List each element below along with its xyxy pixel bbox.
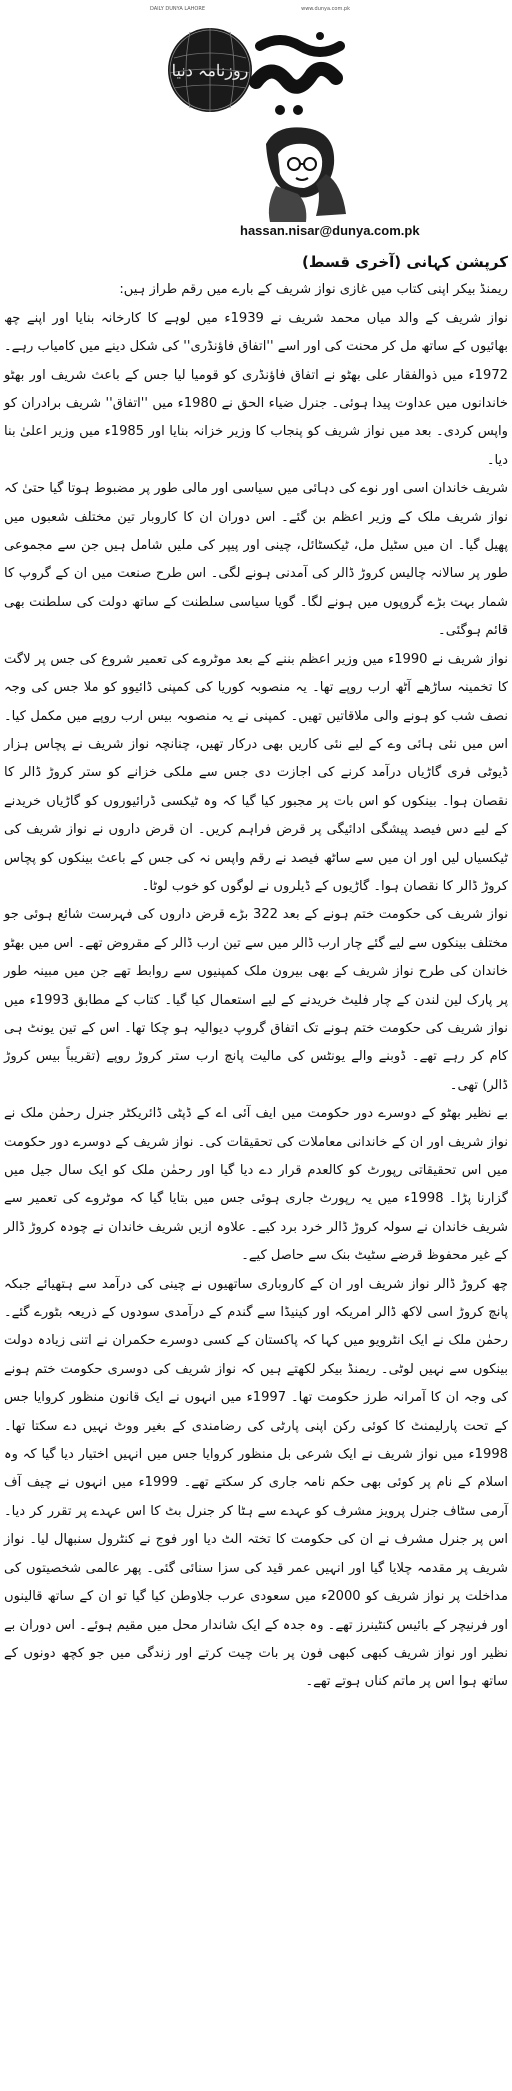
article-title: کرپشن کہانی (آخری قسط): [302, 253, 508, 271]
article-paragraph: ریمنڈ بیکر اپنی کتاب میں غازی نواز شریف کے بارے میں رقم طراز ہیں:: [119, 282, 508, 298]
article-body: [4, 248, 508, 1697]
article-paragraph: بے نظیر بھٹو کے دوسرے دور حکومت میں ایف آئی اے کے ڈپٹی ڈائریکٹر جنرل رحمٰن ملک نے نواز شریف اور ان کے خاندانی معاملات کی تحقیقات کی۔ نواز شریف کے دوسرے دور حکومت میں اس تحقیقاتی رپورٹ کو کالعدم قرار دے دیا گیا اور رحمٰن ملک کو ایک سال جیل میں گزارنا پڑا۔ 1998ء میں یہ رپورٹ جاری ہوئی جس میں بتایا گیا کہ موٹروے کی تعمیر سے شریف خاندان نے سولہ کروڑ ڈالر خرد برد کیے۔ علاوہ ازیں شریف خاندان نے چودہ کروڑ ڈالر کے غیر محفوظ قرضے سٹیٹ بنک سے حاصل کیے۔: [4, 1106, 508, 1264]
svg-text:روزنامہ دنیا: روزنامہ دنیا: [171, 61, 249, 80]
article-paragraph: نواز شریف نے 1990ء میں وزیر اعظم بننے کے بعد موٹروے کی تعمیر شروع کی جس پر لاگت کا تخمینہ ساڑھے آٹھ ارب روپے تھا۔ یہ منصوبہ کوریا کی کمپنی ڈائیوو کو ملا جس کی وجہ نصف شب کو ہونے والی ملاقاتیں تھیں۔ کمپنی نے یہ منصوبہ بیس ارب روپے میں مکمل کیا۔ اس میں نئی ہائی وے کے لیے نئی کاریں بھی درکار تھیں، چنانچہ نواز شریف نے پچاس ہزار ڈیوٹی فری گاڑیاں درآمد کرنے کی اجازت دی جس سے ملکی خزانے کو ستر کروڑ ڈالر کا نقصان ہوا۔ بینکوں کو اس بات پر مجبور کیا گیا کہ وہ ٹیکسی ڈرائیوروں کو گاڑیاں خریدنے کے لیے دس فیصد پیشگی ادائیگی پر قرض فراہم کریں۔ ان قرض داروں نے نواز شریف کی ٹیکسیاں لیں اور ان میں سے ساٹھ فیصد نے رقم واپس نہ کی جس کے باعث بینکوں کو پچاس کروڑ ڈالر کا نقصان ہوا۔ گاڑیوں کے ڈیلروں نے لوگوں کو خوب لوٹا۔: [4, 651, 508, 894]
masthead-top-url: www.dunya.com.pk: [301, 6, 350, 12]
masthead-top-small: DAILY DUNYA LAHORE: [150, 6, 205, 12]
author-email[interactable]: hassan.nisar@dunya.com.pk: [240, 223, 420, 238]
article-paragraph: نواز شریف کے والد میاں محمد شریف نے 1939ء میں لوہے کا کارخانہ بنایا اور اپنے چھ بھائیوں کے ساتھ مل کر محنت کی اور اسے ''اتفاق فاؤنڈری'' کی شکل دینے میں کامیاب رہے۔ 1972ء میں ذوالفقار علی بھٹو نے اتفاق فاؤنڈری کو قومیا لیا جس کے باعث شریف اور بھٹو خاندانوں میں عداوت پیدا ہوئی۔ جنرل ضیاء الحق نے 1980ء میں ''اتفاق'' شریف برادران کو واپس کردی۔ بعد میں نواز شریف کو پنجاب کا وزیر خزانہ بنایا اور 1985ء میں وزیر اعلیٰ بنا دیا۔: [4, 310, 508, 468]
article-paragraph: شریف خاندان اسی اور نوے کی دہائی میں سیاسی اور مالی طور پر مضبوط ہوتا گیا حتیٰ کہ نواز شریف ملک کے وزیر اعظم بن گئے۔ اس دوران ان کا کاروبار تین مختلف شعبوں میں پھیل گیا۔ ان میں سٹیل مل، ٹیکسٹائل، چینی اور پیپر کی ملیں شامل ہیں جن سے مجموعی طور پر سالانہ چالیس کروڑ ڈالر کی آمدنی ہونے لگی۔ اس طرح صنعت میں ان کے گروپ کا شمار بہت بڑے گروپوں میں ہونے لگا۔ گویا سیاسی سلطنت کے ساتھ دولت کی سلطنت بھی قائم ہوگئی۔: [4, 481, 508, 639]
article-paragraph: چھ کروڑ ڈالر نواز شریف اور ان کے کاروباری ساتھیوں نے چینی کی درآمد سے ہتھیائے جبکہ پانچ کروڑ اسی لاکھ ڈالر امریکہ اور کینیڈا سے گندم کے درآمدی سودوں کے ذریعہ بٹورے گئے۔ رحمٰن ملک نے ایک انٹرویو میں کہا کہ پاکستان کے کسی دوسرے حکمران نے اتنی زیادہ دولت بینکوں سے نہیں لوٹی۔ ریمنڈ بیکر لکھتے ہیں کہ نواز شریف کی دوسری حکومت ختم ہونے کی وجہ ان کا آمرانہ طرز حکومت تھا۔ 1997ء میں انہوں نے ایک قانون منظور کروایا جس کے تحت پارلیمنٹ کا کوئی رکن اپنی پارٹی کی رضامندی کے بغیر ووٹ نہیں دے سکتا تھا۔ 1998ء میں نواز شریف نے ایک شرعی بل منظور کروایا جس میں انہیں اختیار دیا گیا کہ وہ اسلام کے نام پر کوئی بھی حکم نامہ جاری کر سکتے تھے۔ 1999ء میں انہوں نے چیف آف آرمی سٹاف جنرل پرویز مشرف کو عہدے سے ہٹا کر جنرل بٹ کا اس عہدے پر تقرر کر دیا۔ اس پر جنرل مشرف نے ان کی حکومت کا تختہ الٹ دیا اور فوج نے کنٹرول سنبھال لیا۔ نواز شریف پر مقدمہ چلایا گیا اور انہیں عمر قید کی سزا سنائی گئی۔ پھر عالمی شخصیتوں کی مداخلت پر نواز شریف کو 2000ء میں سعودی عرب جلاوطن کیا گیا تو ان کے ساتھ قالینوں اور فرنیچر کے بائیس کنٹینرز تھے۔ وہ جدہ کے ایک شاندار محل میں مقیم ہوئے۔ اس دوران بے نظیر اور نواز شریف کبھی کبھی فون پر بات چیت کرتے اور زندگی میں جو کچھ دونوں کے ساتھ ہوا اس پر ماتم کناں ہوتے تھے۔: [4, 1276, 508, 1690]
masthead-strip: [150, 6, 350, 12]
author-portrait: [246, 124, 356, 224]
article-paragraph: نواز شریف کی حکومت ختم ہونے کے بعد 322 بڑے قرض داروں کی فہرست شائع ہوئی جو مختلف بینکوں سے لیے گئے چار ارب ڈالر میں سے تین ارب ڈالر کے مقروض تھے۔ اس میں بھٹو خاندان کی طرح نواز شریف کے بھی بیرون ملک کمپنیوں سے روابط تھے جن میں مبینہ طور پر پارک لین لندن کے چار فلیٹ خریدنے کے لیے استعمال کیا گیا۔ کتاب کے مطابق 1993ء میں نواز شریف کی حکومت ختم ہونے تک اتفاق گروپ دیوالیہ ہو چکا تھا۔ اس کے تین یونٹ ہی کام کر رہے تھے۔ ڈوبنے والے یونٹس کی مالیت پانچ ارب ستر کروڑ روپے (تقریباً بیس کروڑ ڈالر) تھی۔: [4, 907, 508, 1093]
